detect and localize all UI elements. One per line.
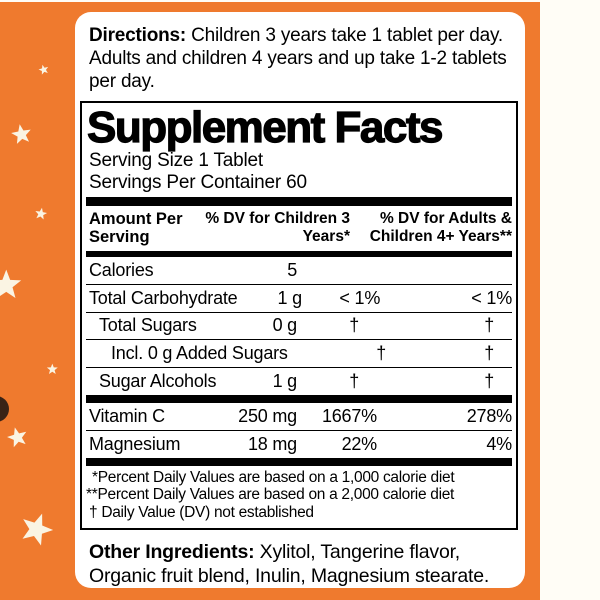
header-col1-line1: Amount Per [89,210,183,228]
dv-children-value: † [376,343,387,364]
header-col3-line1: % DV for Adults & [379,210,512,227]
dv-adults-value: † [484,343,494,364]
amount-value: 0 g [272,315,297,336]
fact-row [86,312,512,340]
fact-row [86,257,512,284]
fact-row [86,430,512,458]
fact-row [86,403,512,430]
fact-row [86,367,512,395]
header-dv-adults [350,210,512,246]
serving-size: Serving Size 1 Tablet [89,150,263,171]
other-ingredients-body: Xylitol, Tangerine flavor, Organic fruit blend, Inulin, Magnesium stearate. [89,541,490,588]
dv-children-value: < 1% [339,287,381,308]
other-ingredients-label: Other Ingredients: [89,541,255,564]
dv-children-value: † [349,315,359,336]
divider-bar-thick-1 [86,197,512,206]
dv-adults-value: < 1% [471,287,512,308]
amount-value: 250 mg [238,405,297,426]
header-dv-children [200,210,350,246]
directions-text [75,12,525,101]
dv-adults-value: † [484,315,494,336]
directions-label: Directions: [89,25,187,46]
footnotes [86,466,512,529]
footnote-line: *Percent Daily Values are based on a 1,000 calorie diet [92,468,455,486]
supplement-facts-box [80,101,518,530]
nutrient-name: Sugar Alcohols [99,371,217,392]
label-panel [75,12,525,588]
nutrient-name: Total Carbohydrate [89,287,238,308]
header-col2-line1: % DV for Children 3 [205,210,350,227]
dv-adults-value: † [484,371,494,392]
amount-value: 1 g [272,371,297,392]
header-col2-line2: Years* [302,228,350,245]
supplement-facts-title: Supplement Facts [87,103,442,152]
footnote-line: † Daily Value (DV) not established [89,503,314,521]
facts-header-row [86,206,512,251]
dv-adults-value: 278% [466,405,512,426]
header-amount-per-serving [86,210,200,246]
nutrient-name: Calories [89,259,154,280]
directions-body: Children 3 years take 1 tablet per day. Adults and children 4 years and up take 1-2 tablets per day. [89,25,507,92]
fact-row [86,339,512,367]
fact-row [86,284,512,312]
amount-value: 1 g [277,287,302,308]
header-col3-line2: Children 4+ Years** [369,228,512,245]
nutrient-name: Magnesium [89,433,181,454]
dv-children-value: 22% [341,433,377,454]
amount-value: 5 [287,259,297,280]
footnote-line: **Percent Daily Values are based on a 2,000 calorie diet [86,486,455,504]
nutrient-name: Vitamin C [89,405,165,426]
nutrient-rows-bottom [86,403,512,458]
divider-bar-thick-3 [86,458,512,466]
nutrient-name: Total Sugars [99,315,197,336]
other-ingredients-text [75,540,525,588]
dv-children-value: † [349,371,359,392]
dv-children-value: 1667% [321,405,377,426]
divider-bar-thick-2 [86,395,512,403]
header-col1-line2: Serving [89,228,150,246]
servings-per-container: Servings Per Container 60 [89,171,307,193]
nutrient-name: Incl. 0 g Added Sugars [111,343,288,364]
amount-value: 18 mg [247,433,297,454]
nutrient-rows-top [86,257,512,395]
dv-adults-value: 4% [486,433,512,454]
